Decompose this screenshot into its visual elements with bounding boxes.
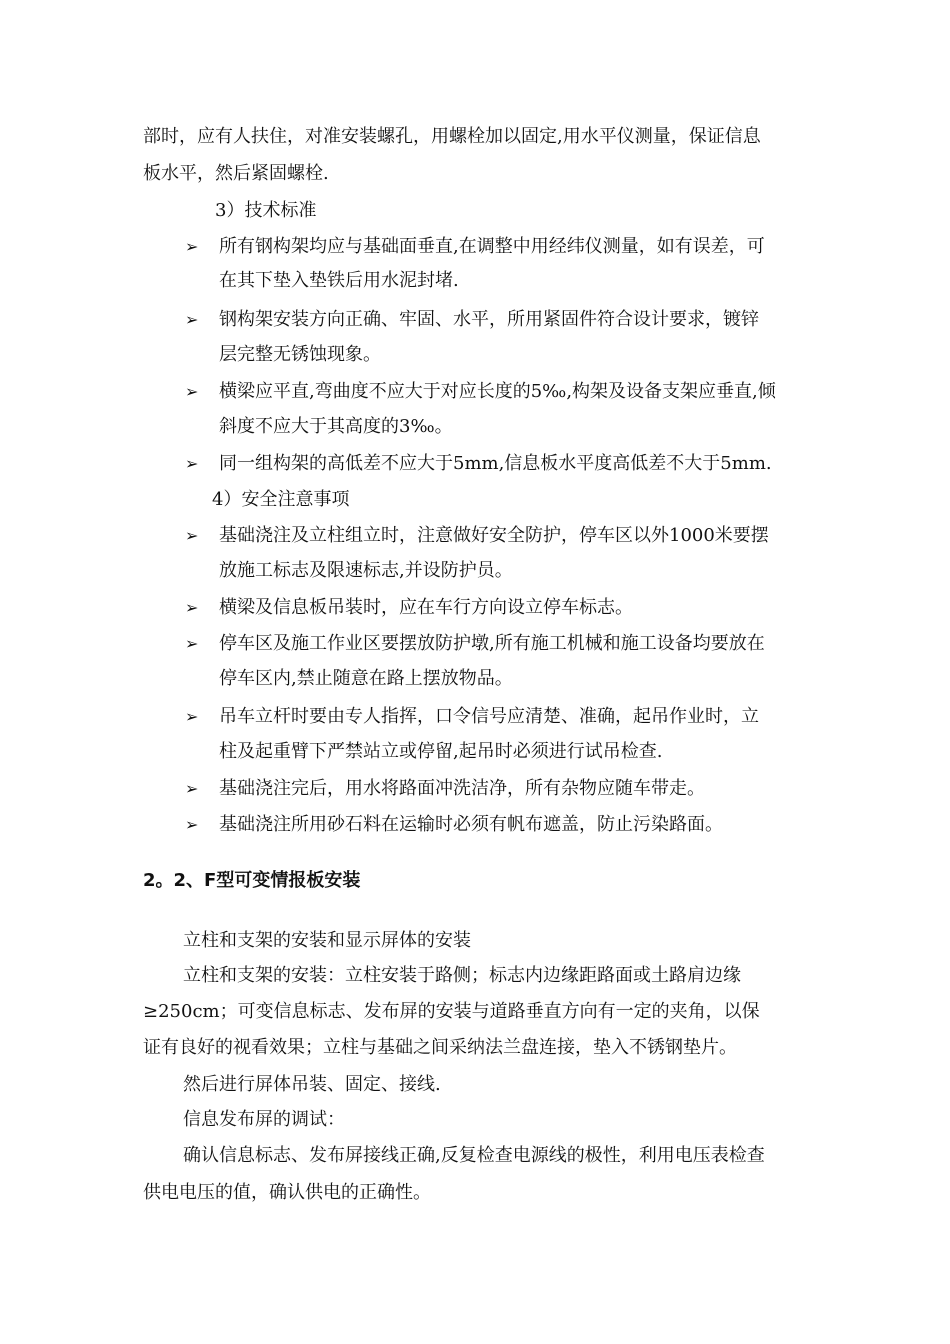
body-paragraph-5-line-1: 确认信息标志、发布屏接线正确,反复检查电源线的极性，利用电压表检查 xyxy=(183,1145,765,1166)
intro-line-2: 板水平，然后紧固螺栓. xyxy=(143,163,329,184)
bullet-arrow-icon: ➢ xyxy=(185,598,199,617)
safety-item-3-line-1: 停车区及施工作业区要摆放防护墩,所有施工机械和施工设备均要放在 xyxy=(219,633,765,654)
bullet-arrow-icon: ➢ xyxy=(185,815,199,834)
bullet-arrow-icon: ➢ xyxy=(185,779,199,798)
tech-item-1-line-2: 在其下垫入垫铁后用水泥封堵. xyxy=(219,270,459,291)
tech-item-2-line-1: 钢构架安装方向正确、牢固、水平，所用紧固件符合设计要求，镀锌 xyxy=(219,309,759,330)
bullet-arrow-icon: ➢ xyxy=(185,454,199,473)
tech-item-1-line-1: 所有钢构架均应与基础面垂直,在调整中用经纬仪测量，如有误差，可 xyxy=(219,236,765,257)
body-paragraph-2-line-3: 证有良好的视看效果；立柱与基础之间采纳法兰盘连接，垫入不锈钢垫片。 xyxy=(143,1037,737,1058)
tech-heading: 3）技术标准 xyxy=(215,200,317,221)
safety-item-1-line-2: 放施工标志及限速标志,并设防护员。 xyxy=(219,560,513,581)
body-paragraph-2-line-1: 立柱和支架的安装：立柱安装于路侧；标志内边缘距路面或土路肩边缘 xyxy=(183,965,741,986)
body-paragraph-3: 然后进行屏体吊装、固定、接线. xyxy=(183,1074,441,1095)
body-paragraph-5-line-2: 供电电压的值，确认供电的正确性。 xyxy=(143,1182,431,1203)
safety-item-2-line-1: 横梁及信息板吊装时，应在车行方向设立停车标志。 xyxy=(219,597,633,618)
safety-item-5-line-1: 基础浇注完后，用水将路面冲洗洁净，所有杂物应随车带走。 xyxy=(219,778,705,799)
body-paragraph-2-line-2: ≥250cm；可变信息标志、发布屏的安装与道路垂直方向有一定的夹角，以保 xyxy=(143,1001,760,1022)
intro-line-1: 部时，应有人扶住，对准安装螺孔，用螺栓加以固定,用水平仪测量，保证信息 xyxy=(143,126,761,147)
bullet-arrow-icon: ➢ xyxy=(185,382,199,401)
tech-item-3-line-1: 横梁应平直,弯曲度不应大于对应长度的5‰,构架及设备支架应垂直,倾 xyxy=(219,381,776,402)
bullet-arrow-icon: ➢ xyxy=(185,310,199,329)
bullet-arrow-icon: ➢ xyxy=(185,634,199,653)
safety-item-4-line-2: 柱及起重臂下严禁站立或停留,起吊时必须进行试吊检查. xyxy=(219,741,663,762)
safety-heading: 4）安全注意事项 xyxy=(212,489,350,510)
tech-item-3-line-2: 斜度不应大于其高度的3‰。 xyxy=(219,416,453,437)
safety-item-3-line-2: 停车区内,禁止随意在路上摆放物品。 xyxy=(219,668,513,689)
safety-item-4-line-1: 吊车立杆时要由专人指挥，口令信号应清楚、准确，起吊作业时，立 xyxy=(219,706,759,727)
bullet-arrow-icon: ➢ xyxy=(185,707,199,726)
tech-item-4-line-1: 同一组构架的高低差不应大于5mm,信息板水平度高低差不大于5mm. xyxy=(219,453,772,474)
bullet-arrow-icon: ➢ xyxy=(185,237,199,256)
bullet-arrow-icon: ➢ xyxy=(185,526,199,545)
body-paragraph-1: 立柱和支架的安装和显示屏体的安装 xyxy=(183,930,471,951)
body-paragraph-4: 信息发布屏的调试： xyxy=(183,1109,345,1130)
section-heading: 2。2、F型可变情报板安装 xyxy=(143,870,361,891)
tech-item-2-line-2: 层完整无锈蚀现象。 xyxy=(219,344,381,365)
safety-item-1-line-1: 基础浇注及立柱组立时，注意做好安全防护，停车区以外1000米要摆 xyxy=(219,525,769,546)
safety-item-6-line-1: 基础浇注所用砂石料在运输时必须有帆布遮盖，防止污染路面。 xyxy=(219,814,723,835)
